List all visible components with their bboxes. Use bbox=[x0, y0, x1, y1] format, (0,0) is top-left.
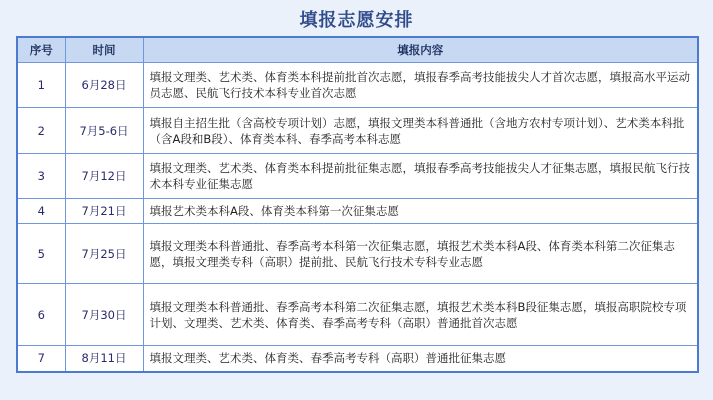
table-row bbox=[17, 63, 698, 108]
row-time: 7月5-6日 bbox=[65, 108, 143, 154]
table-header-row bbox=[17, 37, 698, 63]
row-index: 7 bbox=[17, 346, 65, 372]
row-content: 填报文理类、艺术类、体育类本科提前批首次志愿，填报春季高考技能拔尖人才首次志愿，填报高水平运动员志愿、民航飞行技术本科专业首次志愿 bbox=[143, 63, 698, 108]
table-row bbox=[17, 224, 698, 284]
row-content: 填报文理类、艺术类、体育类、春季高考专科（高职）普通批征集志愿 bbox=[143, 346, 698, 372]
row-time: 7月21日 bbox=[65, 199, 143, 224]
page-title: 填报志愿安排 bbox=[299, 10, 414, 31]
row-time: 7月30日 bbox=[65, 284, 143, 346]
table-row bbox=[17, 284, 698, 346]
row-index: 6 bbox=[17, 284, 65, 346]
row-index: 1 bbox=[17, 63, 65, 108]
table-row bbox=[17, 154, 698, 199]
row-time: 8月11日 bbox=[65, 346, 143, 372]
schedule-table bbox=[16, 36, 699, 373]
header-index: 序号 bbox=[17, 37, 65, 63]
row-index: 3 bbox=[17, 154, 65, 199]
table-row bbox=[17, 346, 698, 372]
row-index: 2 bbox=[17, 108, 65, 154]
table-row bbox=[17, 199, 698, 224]
header-time: 时间 bbox=[65, 37, 143, 63]
row-content: 填报文理类、艺术类、体育类本科提前批征集志愿，填报春季高考技能拔尖人才征集志愿，填报民航飞行技术本科专业征集志愿 bbox=[143, 154, 698, 199]
row-time: 7月25日 bbox=[65, 224, 143, 284]
table-row bbox=[17, 108, 698, 154]
header-content: 填报内容 bbox=[143, 37, 698, 63]
row-index: 5 bbox=[17, 224, 65, 284]
row-content: 填报文理类本科普通批、春季高考本科第一次征集志愿，填报艺术类本科A段、体育类本科第二次征集志愿，填报文理类专科（高职）提前批、民航飞行技术专科专业志愿 bbox=[143, 224, 698, 284]
row-index: 4 bbox=[17, 199, 65, 224]
row-content: 填报自主招生批（含高校专项计划）志愿，填报文理类本科普通批（含地方农村专项计划）、艺术类本科批（含A段和B段）、体育类本科、春季高考本科志愿 bbox=[143, 108, 698, 154]
row-time: 7月12日 bbox=[65, 154, 143, 199]
row-content: 填报文理类本科普通批、春季高考本科第二次征集志愿，填报艺术类本科B段征集志愿，填报高职院校专项计划、文理类、艺术类、体育类、春季高考专科（高职）普通批首次志愿 bbox=[143, 284, 698, 346]
row-content: 填报艺术类本科A段、体育类本科第一次征集志愿 bbox=[143, 199, 698, 224]
row-time: 6月28日 bbox=[65, 63, 143, 108]
